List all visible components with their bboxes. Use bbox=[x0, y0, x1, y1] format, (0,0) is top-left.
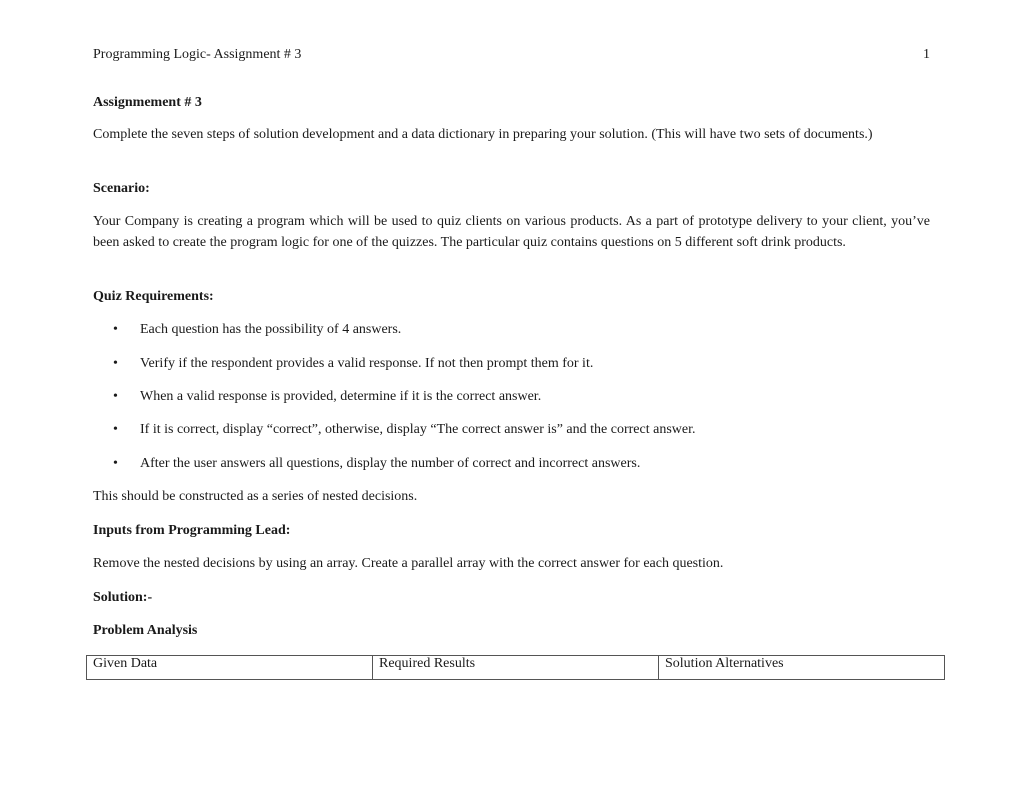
list-item-text: After the user answers all questions, display the number of correct and incorrect answers. bbox=[140, 456, 641, 471]
intro-paragraph: Complete the seven steps of solution development and a data dictionary in preparing your solution. (This will have two sets of documents.) bbox=[93, 127, 873, 142]
inputs-paragraph: Remove the nested decisions by using an array. Create a parallel array with the correct answer for each question. bbox=[93, 556, 724, 571]
table-header-cell: Solution Alternatives bbox=[659, 656, 945, 680]
page-header bbox=[93, 47, 930, 63]
bullet-icon: • bbox=[113, 356, 118, 371]
requirements-heading: Quiz Requirements: bbox=[93, 289, 214, 304]
table-header-cell: Required Results bbox=[373, 656, 659, 680]
bullet-icon: • bbox=[113, 322, 118, 337]
bullet-icon: • bbox=[113, 456, 118, 471]
list-item-text: Each question has the possibility of 4 answers. bbox=[140, 322, 402, 337]
table-header-cell: Given Data bbox=[87, 656, 373, 680]
scenario-heading: Scenario: bbox=[93, 181, 150, 196]
bullet-icon: • bbox=[113, 389, 118, 404]
page-number: 1 bbox=[923, 47, 930, 62]
running-title: Programming Logic- Assignment # 3 bbox=[93, 47, 302, 62]
nested-note: This should be constructed as a series of nested decisions. bbox=[93, 489, 418, 504]
inputs-heading: Inputs from Programming Lead: bbox=[93, 523, 291, 538]
problem-analysis-table bbox=[86, 655, 945, 680]
list-item-text: If it is correct, display “correct”, otherwise, display “The correct answer is” and the correct answer. bbox=[140, 422, 696, 437]
document-title: Assignmement # 3 bbox=[93, 95, 202, 110]
analysis-heading: Problem Analysis bbox=[93, 623, 198, 638]
bullet-icon: • bbox=[113, 422, 118, 437]
scenario-paragraph: Your Company is creating a program which will be used to quiz clients on various products. As a part of prototype delivery to your client, you’ve been asked to create the program logic for one of the quizzes. The particular quiz contains questions on 5 different soft drink products. bbox=[93, 214, 930, 250]
table-row bbox=[87, 656, 945, 680]
list-item-text: When a valid response is provided, determine if it is the correct answer. bbox=[140, 389, 542, 404]
solution-heading: Solution:- bbox=[93, 590, 153, 605]
list-item-text: Verify if the respondent provides a valid response. If not then prompt them for it. bbox=[140, 356, 594, 371]
